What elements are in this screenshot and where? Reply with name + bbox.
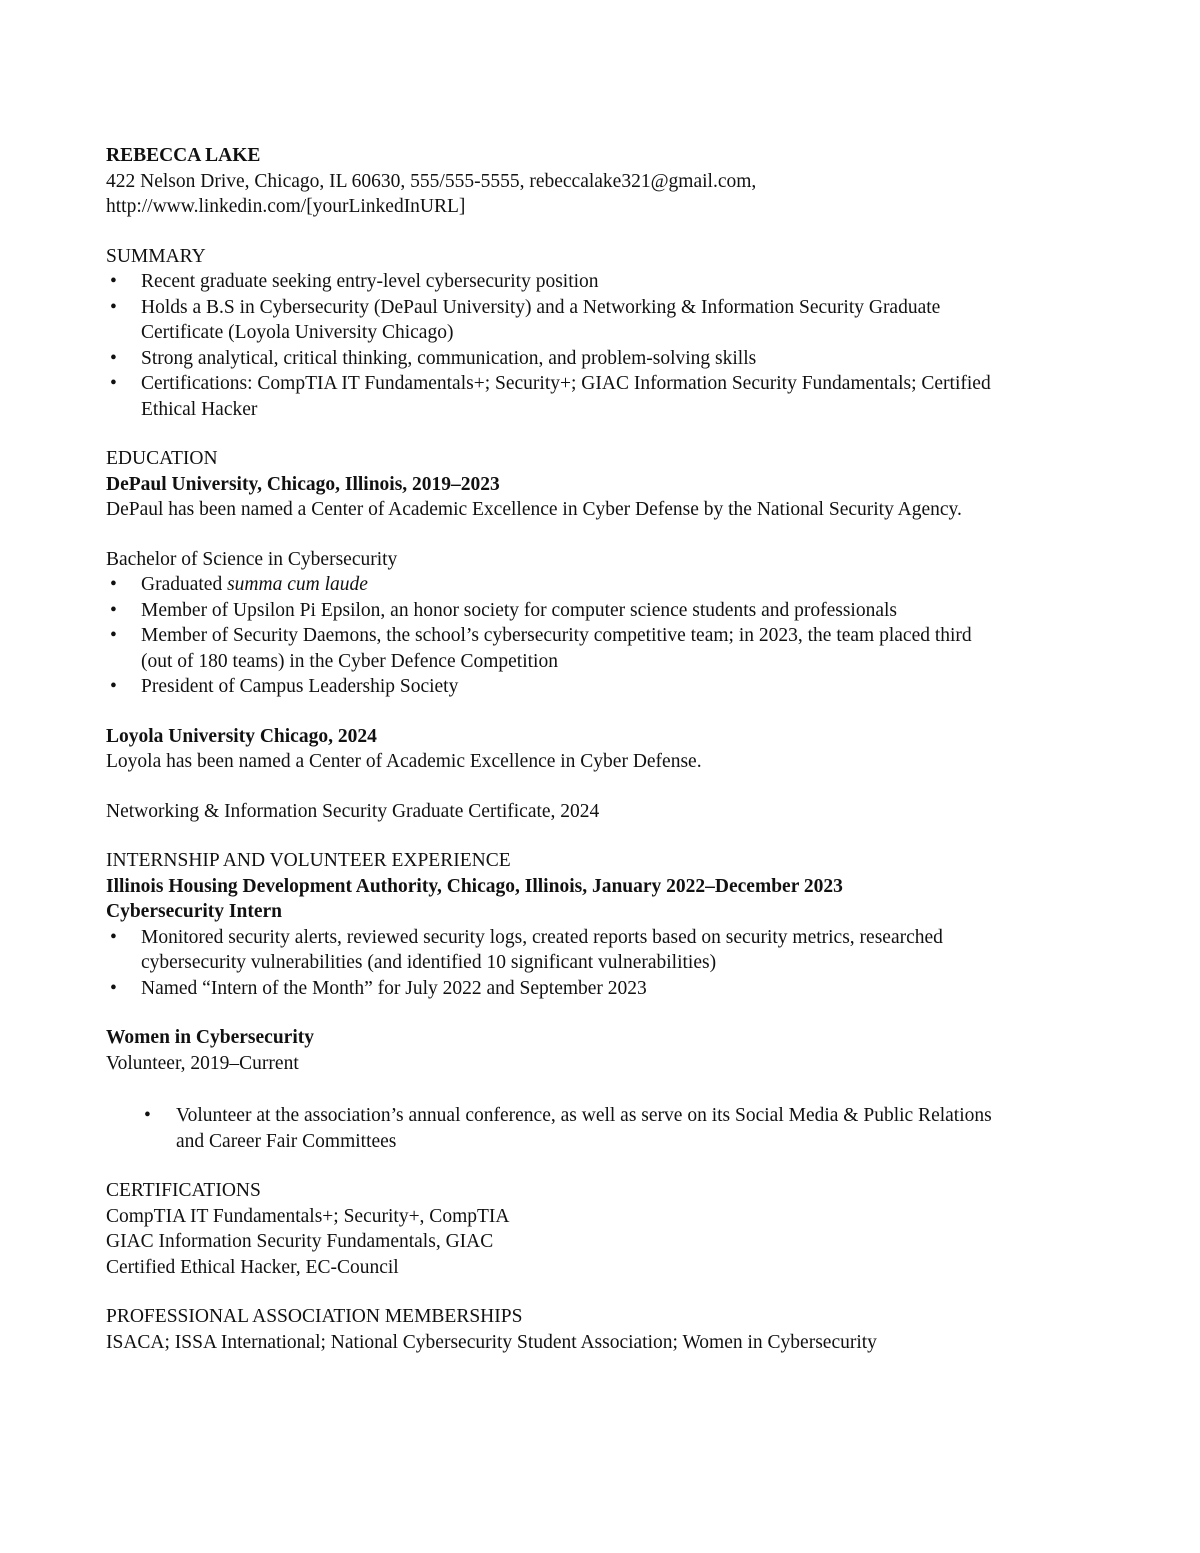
list-item: • Certifications: CompTIA IT Fundamentals+; Security+; GIAC Information Security Fundamentals; Certified Ethical Hacker [110, 373, 991, 420]
organization-title: Women in Cybersecurity [106, 1027, 314, 1048]
list-item: • Strong analytical, critical thinking, communication, and problem-solving skills [106, 346, 1106, 372]
resume-page [106, 143, 1106, 1355]
education-heading: EDUCATION [106, 448, 218, 469]
volunteer-role: Volunteer, 2019–Current [106, 1052, 299, 1074]
wic-list [106, 1103, 1106, 1154]
list-item: • Recent graduate seeking entry-level cybersecurity position [106, 269, 1106, 295]
list-item: • Monitored security alerts, reviewed security logs, created reports based on security metrics, researched cybersecurity vulnerabilities (and identified 10 significant vulnerabilities) [110, 926, 943, 973]
list-item: • Graduated summa cum laude [106, 572, 1106, 598]
certification-line: GIAC Information Security Fundamentals, GIAC [106, 1231, 494, 1252]
bullet-icon: • [110, 676, 117, 697]
memberships-heading: PROFESSIONAL ASSOCIATION MEMBERSHIPS [106, 1306, 523, 1327]
school-description: Loyola has been named a Center of Academic Excellence in Cyber Defense. [106, 751, 702, 772]
linkedin-url: http://www.linkedin.com/[yourLinkedInURL] [106, 196, 466, 217]
degree-title: Bachelor of Science in Cybersecurity [106, 548, 398, 570]
summary-list [106, 269, 1106, 422]
bullet-icon: • [110, 977, 117, 999]
list-item: • Volunteer at the association’s annual conference, as well as serve on its Social Media & Public Relations and Career Fair Committees [144, 1105, 992, 1152]
school-title-depaul: DePaul University, Chicago, Illinois, 2019–2023 [106, 473, 500, 495]
bullet-icon: • [110, 599, 117, 621]
honors-text: summa cum laude [227, 574, 368, 595]
bullet-icon: • [110, 296, 117, 318]
bullet-icon: • [110, 373, 117, 394]
memberships-text: ISACA; ISSA International; National Cybersecurity Student Association; Women in Cybersecurity [106, 1331, 877, 1353]
list-item: • Member of Security Daemons, the school’s cybersecurity competitive team; in 2023, the team placed third (out of 180 teams) in the Cyber Defence Competition [110, 625, 972, 672]
experience-heading: INTERNSHIP AND VOLUNTEER EXPERIENCE [106, 850, 511, 871]
list-item: • Holds a B.S in Cybersecurity (DePaul University) and a Networking & Information Security Graduate Certificate (Loyola University Chicago) [110, 296, 941, 343]
bullet-icon: • [110, 271, 117, 292]
certifications-heading: CERTIFICATIONS [106, 1180, 261, 1201]
employer-title: Illinois Housing Development Authority, Chicago, Illinois, January 2022–December 2023 [106, 875, 843, 897]
list-item: • Named “Intern of the Month” for July 2022 and September 2023 [106, 976, 1106, 1002]
school-description: DePaul has been named a Center of Academic Excellence in Cyber Defense by the National Security Agency. [106, 499, 962, 520]
bullet-icon: • [110, 625, 117, 646]
summary-heading: SUMMARY [106, 245, 206, 267]
bullet-icon: • [110, 347, 117, 369]
candidate-name: REBECCA LAKE [106, 145, 261, 166]
bullet-icon: • [110, 574, 117, 595]
certification-line: Certified Ethical Hacker, EC-Council [106, 1256, 399, 1278]
contact-line: 422 Nelson Drive, Chicago, IL 60630, 555/555-5555, rebeccalake321@gmail.com, [106, 170, 757, 192]
bullet-icon: • [144, 1105, 151, 1126]
certification-line: CompTIA IT Fundamentals+; Security+, CompTIA [106, 1205, 510, 1227]
list-item: • President of Campus Leadership Society [106, 674, 1106, 700]
job-role: Cybersecurity Intern [106, 901, 283, 922]
bullet-icon: • [110, 926, 117, 948]
depaul-list [106, 572, 1106, 700]
school-title-loyola: Loyola University Chicago, 2024 [106, 725, 377, 747]
degree-title: Networking & Information Security Graduate Certificate, 2024 [106, 800, 600, 822]
ihda-list [106, 925, 1106, 1002]
list-item: • Member of Upsilon Pi Epsilon, an honor society for computer science students and professionals [106, 598, 1106, 624]
